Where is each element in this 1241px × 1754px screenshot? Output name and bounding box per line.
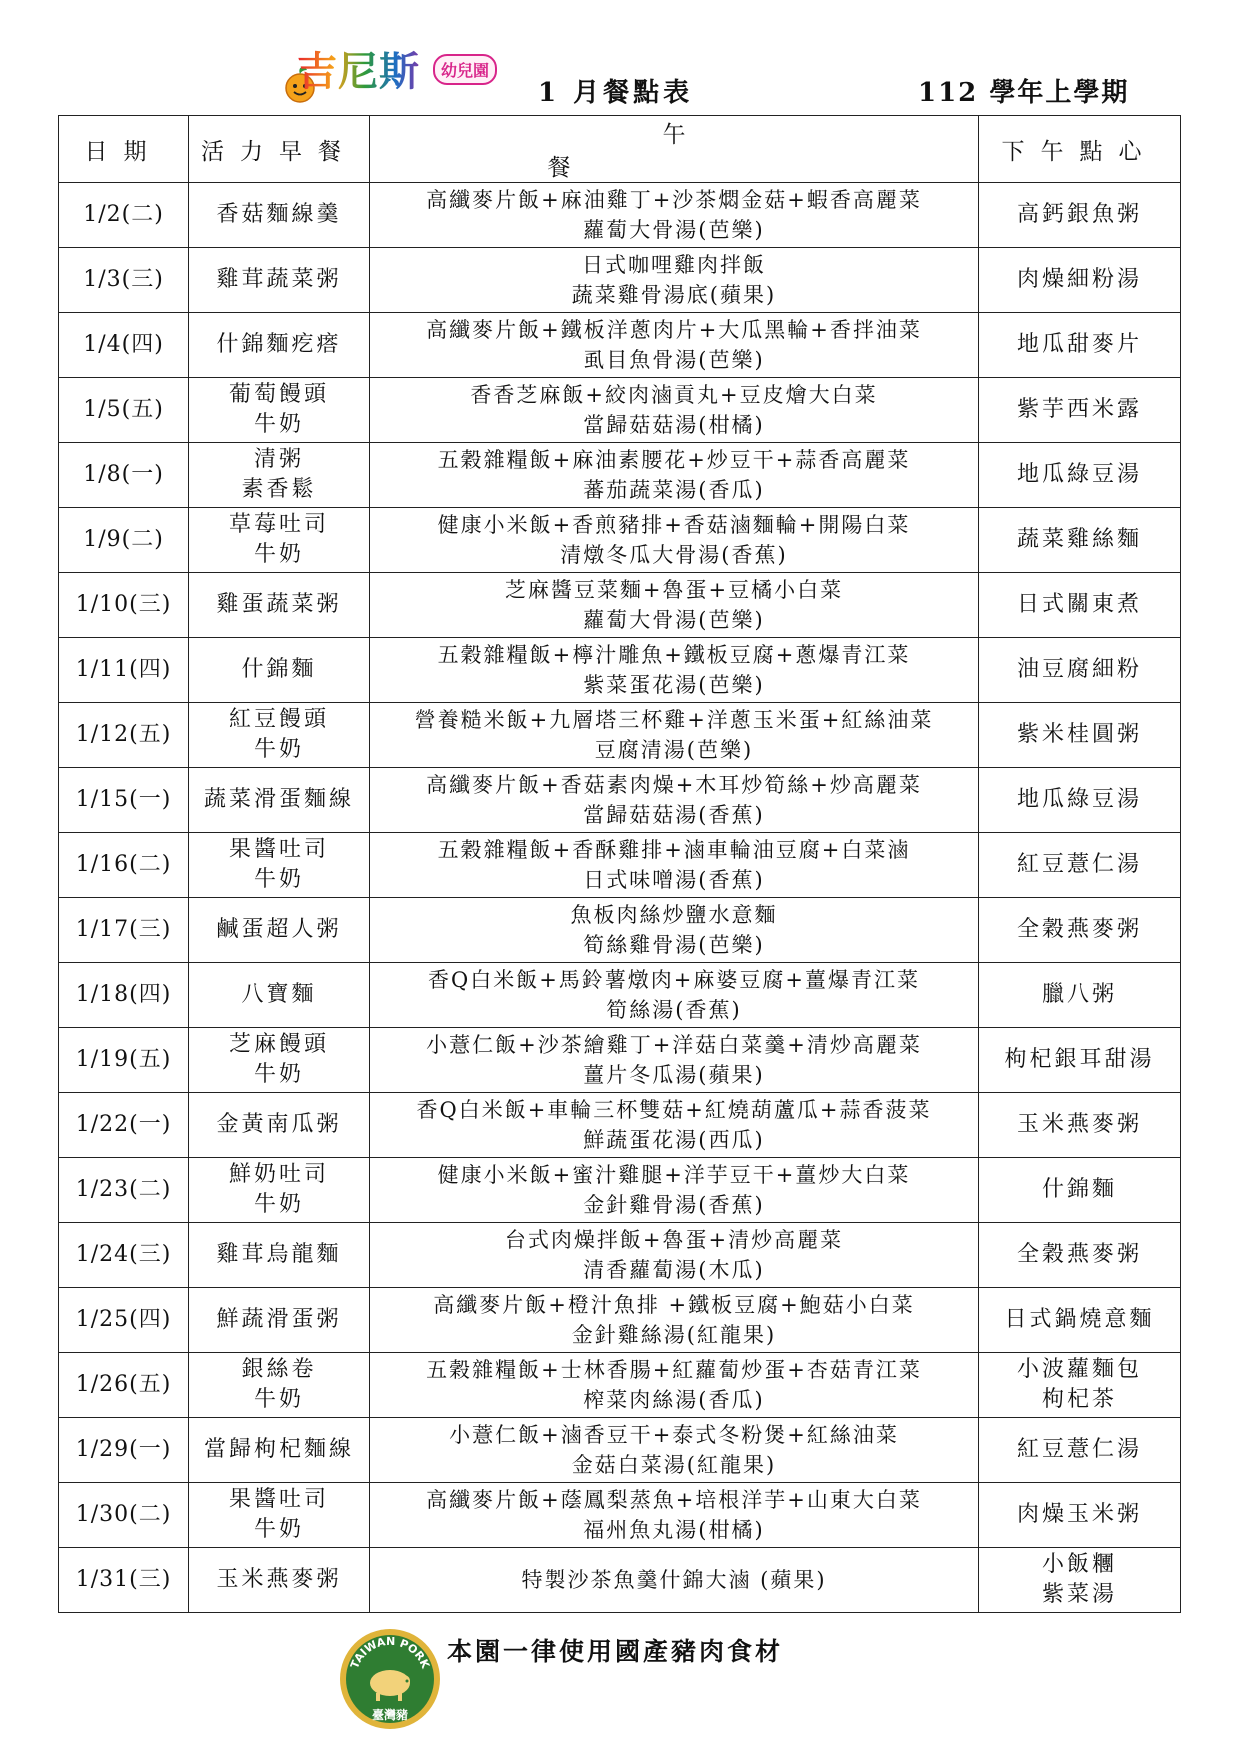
cell-lunch xyxy=(370,898,979,963)
cell-snack xyxy=(979,638,1181,703)
cell-breakfast xyxy=(189,1028,370,1093)
cell-lunch-line: 蘿蔔大骨湯(芭樂) xyxy=(583,608,765,632)
cell-snack xyxy=(979,248,1181,313)
cell-lunch-line: 小薏仁飯+滷香豆干+泰式冬粉煲+紅絲油菜 xyxy=(449,1423,899,1447)
cell-lunch-line: 金針雞骨湯(香蕉) xyxy=(583,1193,765,1217)
cell-breakfast xyxy=(189,443,370,508)
cell-breakfast xyxy=(189,768,370,833)
cell-date: 1/23(二) xyxy=(59,1158,189,1223)
cell-breakfast-line: 雞茸蔬菜粥 xyxy=(216,267,342,292)
cell-breakfast xyxy=(189,508,370,573)
cell-breakfast xyxy=(189,1483,370,1548)
cell-breakfast-line: 芝麻饅頭 xyxy=(228,1032,329,1057)
cell-lunch xyxy=(370,248,979,313)
cell-date: 1/15(一) xyxy=(59,768,189,833)
cell-snack-line: 枸杞茶 xyxy=(1041,1387,1117,1412)
cell-lunch xyxy=(370,1223,979,1288)
cell-lunch-line: 香Q白米飯+車輪三杯雙菇+紅燒葫蘆瓜+蒜香菠菜 xyxy=(416,1098,932,1122)
cell-date: 1/11(四) xyxy=(59,638,189,703)
cell-lunch xyxy=(370,313,979,378)
cell-snack-line: 紫米桂圓粥 xyxy=(1016,722,1142,747)
cell-snack xyxy=(979,1223,1181,1288)
column-header-snack: 下午點心 xyxy=(979,116,1181,183)
cell-lunch-line: 小薏仁飯+沙茶繪雞丁+洋菇白菜羹+清炒高麗菜 xyxy=(426,1033,922,1057)
cell-lunch xyxy=(370,768,979,833)
cell-lunch-line: 金針雞絲湯(紅龍果) xyxy=(571,1323,777,1347)
school-logo xyxy=(283,40,513,112)
table-row xyxy=(59,703,1181,768)
cell-breakfast xyxy=(189,898,370,963)
cell-date: 1/19(五) xyxy=(59,1028,189,1093)
cell-snack xyxy=(979,898,1181,963)
cell-breakfast xyxy=(189,1093,370,1158)
cell-breakfast-line: 蔬菜滑蛋麵線 xyxy=(203,787,354,812)
cell-snack-line: 蔬菜雞絲麵 xyxy=(1016,527,1142,552)
cell-snack-line: 日式鍋燒意麵 xyxy=(1004,1307,1155,1332)
table-row xyxy=(59,833,1181,898)
cell-breakfast xyxy=(189,313,370,378)
cell-lunch xyxy=(370,833,979,898)
table-row xyxy=(59,248,1181,313)
cell-snack-line: 枸杞銀耳甜湯 xyxy=(1004,1047,1155,1072)
cell-lunch-line: 魚板肉絲炒鹽水意麵 xyxy=(570,903,778,927)
cell-breakfast-line: 金黃南瓜粥 xyxy=(216,1112,342,1137)
cell-lunch xyxy=(370,638,979,703)
table-header-row xyxy=(59,116,1181,183)
cell-lunch-line: 蔬菜雞骨湯底(蘋果) xyxy=(571,283,777,307)
cell-lunch-line: 健康小米飯+蜜汁雞腿+洋芋豆干+薑炒大白菜 xyxy=(437,1163,911,1187)
cell-lunch xyxy=(370,1353,979,1418)
cell-lunch xyxy=(370,1483,979,1548)
page-title: 1 月餐點表 xyxy=(538,78,694,108)
cell-date: 1/5(五) xyxy=(59,378,189,443)
logo-school-name: 吉尼斯 xyxy=(297,40,420,97)
cell-lunch-line: 特製沙茶魚羹什錦大滷 (蘋果) xyxy=(521,1568,827,1592)
cell-lunch-line: 台式肉燥拌飯+魯蛋+清炒高麗菜 xyxy=(504,1228,844,1252)
cell-lunch xyxy=(370,1093,979,1158)
table-row xyxy=(59,1158,1181,1223)
cell-breakfast xyxy=(189,378,370,443)
cell-lunch-line: 清香蘿蔔湯(木瓜) xyxy=(583,1258,765,1282)
cell-snack-line: 地瓜綠豆湯 xyxy=(1016,787,1142,812)
cell-breakfast xyxy=(189,1158,370,1223)
cell-breakfast-line: 銀絲卷 xyxy=(241,1357,317,1382)
table-row xyxy=(59,1418,1181,1483)
cell-lunch xyxy=(370,1158,979,1223)
cell-lunch xyxy=(370,1418,979,1483)
cell-snack-line: 小飯糰 xyxy=(1041,1552,1117,1577)
cell-lunch xyxy=(370,1028,979,1093)
cell-lunch-line: 芝麻醬豆菜麵+魯蛋+豆橘小白菜 xyxy=(504,578,844,602)
cell-date: 1/8(一) xyxy=(59,443,189,508)
cell-snack-line: 地瓜綠豆湯 xyxy=(1016,462,1142,487)
cell-date: 1/18(四) xyxy=(59,963,189,1028)
cell-breakfast-line: 牛奶 xyxy=(253,737,304,762)
cell-breakfast-line: 香菇麵線羹 xyxy=(216,202,342,227)
cell-snack-line: 油豆腐細粉 xyxy=(1016,657,1142,682)
cell-lunch-line: 高纖麥片飯+香菇素肉燥+木耳炒筍絲+炒高麗菜 xyxy=(426,773,922,797)
cell-snack-line: 肉燥細粉湯 xyxy=(1016,267,1142,292)
cell-lunch-line: 五穀雜糧飯+士林香腸+紅蘿蔔炒蛋+杏菇青江菜 xyxy=(426,1358,922,1382)
cell-lunch-line: 蕃茄蔬菜湯(香瓜) xyxy=(583,478,765,502)
cell-breakfast xyxy=(189,1223,370,1288)
table-row xyxy=(59,508,1181,573)
cell-snack-line: 什錦麵 xyxy=(1041,1177,1117,1202)
cell-breakfast-line: 牛奶 xyxy=(253,1517,304,1542)
cell-date: 1/3(三) xyxy=(59,248,189,313)
cell-lunch-line: 高纖麥片飯+蔭鳳梨蒸魚+培根洋芋+山東大白菜 xyxy=(426,1488,922,1512)
cell-lunch xyxy=(370,508,979,573)
cell-lunch-line: 高纖麥片飯+麻油雞丁+沙茶燜金菇+蝦香高麗菜 xyxy=(426,188,922,212)
table-row xyxy=(59,313,1181,378)
cell-breakfast xyxy=(189,248,370,313)
cell-lunch xyxy=(370,378,979,443)
cell-snack-line: 臘八粥 xyxy=(1041,982,1117,1007)
table-row xyxy=(59,1028,1181,1093)
cell-snack xyxy=(979,1548,1181,1613)
cell-snack xyxy=(979,963,1181,1028)
cell-lunch-line: 金菇白菜湯(紅龍果) xyxy=(571,1453,777,1477)
cell-breakfast-line: 牛奶 xyxy=(253,542,304,567)
table-row xyxy=(59,898,1181,963)
cell-lunch-line: 薑片冬瓜湯(蘋果) xyxy=(583,1063,765,1087)
cell-lunch xyxy=(370,703,979,768)
cell-lunch-line: 紫菜蛋花湯(芭樂) xyxy=(583,673,765,697)
cell-lunch-line: 香Q白米飯+馬鈴薯燉肉+麻婆豆腐+薑爆青江菜 xyxy=(427,968,920,992)
cell-lunch-line: 榨菜肉絲湯(香瓜) xyxy=(583,1388,765,1412)
cell-snack-line: 玉米燕麥粥 xyxy=(1016,1112,1142,1137)
cell-breakfast-line: 牛奶 xyxy=(253,867,304,892)
cell-snack-line: 紫菜湯 xyxy=(1041,1582,1117,1607)
table-row xyxy=(59,573,1181,638)
cell-breakfast xyxy=(189,638,370,703)
cell-snack xyxy=(979,833,1181,898)
table-body xyxy=(59,183,1181,1613)
cell-date: 1/10(三) xyxy=(59,573,189,638)
column-header-breakfast: 活力早餐 xyxy=(189,116,370,183)
cell-snack xyxy=(979,508,1181,573)
cell-snack-line: 全穀燕麥粥 xyxy=(1016,1242,1142,1267)
cell-lunch-line: 五穀雜糧飯+檸汁雕魚+鐵板豆腐+蔥爆青江菜 xyxy=(437,643,911,667)
cell-breakfast xyxy=(189,833,370,898)
cell-date: 1/24(三) xyxy=(59,1223,189,1288)
cell-date: 1/22(一) xyxy=(59,1093,189,1158)
cell-date: 1/17(三) xyxy=(59,898,189,963)
cell-snack xyxy=(979,313,1181,378)
cell-breakfast-line: 清粥 xyxy=(253,447,304,472)
cell-breakfast-line: 果醬吐司 xyxy=(228,1487,329,1512)
cell-snack xyxy=(979,768,1181,833)
cell-breakfast xyxy=(189,183,370,248)
cell-date: 1/26(五) xyxy=(59,1353,189,1418)
cell-snack-line: 高鈣銀魚粥 xyxy=(1016,202,1142,227)
cell-date: 1/12(五) xyxy=(59,703,189,768)
cell-snack-line: 小波蘿麵包 xyxy=(1016,1357,1142,1382)
cell-lunch-line: 當歸菇菇湯(香蕉) xyxy=(583,803,765,827)
cell-breakfast-line: 葡萄饅頭 xyxy=(228,382,329,407)
cell-snack xyxy=(979,183,1181,248)
column-header-lunch: 午餐 xyxy=(370,116,979,183)
table-row xyxy=(59,1483,1181,1548)
cell-breakfast-line: 草莓吐司 xyxy=(228,512,329,537)
cell-lunch-line: 鮮蔬蛋花湯(西瓜) xyxy=(583,1128,765,1152)
cell-breakfast-line: 素香鬆 xyxy=(241,477,317,502)
cell-date: 1/2(二) xyxy=(59,183,189,248)
table-row xyxy=(59,183,1181,248)
table-row xyxy=(59,1093,1181,1158)
cell-date: 1/31(三) xyxy=(59,1548,189,1613)
cell-snack xyxy=(979,443,1181,508)
cell-date: 1/30(二) xyxy=(59,1483,189,1548)
cell-breakfast-line: 鹹蛋超人粥 xyxy=(216,917,342,942)
table-row xyxy=(59,1288,1181,1353)
cell-lunch xyxy=(370,443,979,508)
cell-lunch-line: 筍絲湯(香蕉) xyxy=(606,998,742,1022)
cell-snack-line: 肉燥玉米粥 xyxy=(1016,1502,1142,1527)
table-row xyxy=(59,1223,1181,1288)
cell-breakfast-line: 牛奶 xyxy=(253,1062,304,1087)
cell-lunch-line: 五穀雜糧飯+麻油素腰花+炒豆干+蒜香高麗菜 xyxy=(437,448,911,472)
cell-date: 1/9(二) xyxy=(59,508,189,573)
cell-lunch xyxy=(370,1548,979,1613)
cell-lunch-line: 蘿蔔大骨湯(芭樂) xyxy=(583,218,765,242)
cell-breakfast xyxy=(189,703,370,768)
cell-breakfast xyxy=(189,573,370,638)
cell-lunch-line: 香香芝麻飯+絞肉滷貢丸+豆皮燴大白菜 xyxy=(470,383,878,407)
semester-label: 112 學年上學期 xyxy=(918,78,1130,108)
cell-breakfast-line: 鮮奶吐司 xyxy=(228,1162,329,1187)
cell-breakfast-line: 雞蛋蔬菜粥 xyxy=(216,592,342,617)
cell-snack xyxy=(979,1158,1181,1223)
cell-snack xyxy=(979,1093,1181,1158)
cell-lunch-line: 日式味噌湯(香蕉) xyxy=(583,868,765,892)
cell-breakfast-line: 鮮蔬滑蛋粥 xyxy=(216,1307,342,1332)
logo-school-sub: 幼兒園 xyxy=(433,54,497,85)
cell-snack-line: 紫芋西米露 xyxy=(1016,397,1142,422)
cell-breakfast xyxy=(189,963,370,1028)
footer-note: 本園一律使用國產豬肉食材 xyxy=(447,1637,784,1666)
cell-breakfast xyxy=(189,1288,370,1353)
cell-lunch-line: 高纖麥片飯+鐵板洋蔥肉片+大瓜黑輪+香拌油菜 xyxy=(426,318,922,342)
cell-lunch-line: 營養糙米飯+九層塔三杯雞+洋蔥玉米蛋+紅絲油菜 xyxy=(414,708,934,732)
page-header xyxy=(0,0,1241,115)
cell-breakfast xyxy=(189,1548,370,1613)
taiwan-pork-badge-icon xyxy=(338,1627,442,1731)
cell-lunch xyxy=(370,963,979,1028)
cell-date: 1/29(一) xyxy=(59,1418,189,1483)
cell-lunch-line: 虱目魚骨湯(芭樂) xyxy=(583,348,765,372)
table-row xyxy=(59,1353,1181,1418)
cell-snack xyxy=(979,703,1181,768)
cell-lunch-line: 健康小米飯+香煎豬排+香菇滷麵輪+開陽白菜 xyxy=(437,513,911,537)
cell-breakfast-line: 雞茸烏龍麵 xyxy=(216,1242,342,1267)
cell-snack xyxy=(979,1418,1181,1483)
badge-top-text: TAIWAN PORK xyxy=(348,1634,432,1671)
cell-date: 1/4(四) xyxy=(59,313,189,378)
cell-lunch-line: 當歸菇菇湯(柑橘) xyxy=(583,413,765,437)
table-row xyxy=(59,638,1181,703)
badge-bottom-text: 臺灣豬 xyxy=(371,1708,409,1722)
cell-date: 1/16(二) xyxy=(59,833,189,898)
cell-snack xyxy=(979,573,1181,638)
meal-table xyxy=(58,115,1181,1613)
cell-snack xyxy=(979,1353,1181,1418)
cell-snack xyxy=(979,1288,1181,1353)
cell-breakfast-line: 紅豆饅頭 xyxy=(228,707,329,732)
cell-breakfast xyxy=(189,1353,370,1418)
cell-breakfast xyxy=(189,1418,370,1483)
table-row xyxy=(59,443,1181,508)
cell-lunch-line: 五穀雜糧飯+香酥雞排+滷車輪油豆腐+白菜滷 xyxy=(437,838,911,862)
table-row xyxy=(59,1548,1181,1613)
cell-lunch-line: 豆腐清湯(芭樂) xyxy=(594,738,754,762)
column-header-date: 日期 xyxy=(59,116,189,183)
cell-breakfast-line: 牛奶 xyxy=(253,1192,304,1217)
cell-breakfast-line: 牛奶 xyxy=(253,412,304,437)
cell-breakfast-line: 玉米燕麥粥 xyxy=(216,1567,342,1592)
cell-breakfast-line: 牛奶 xyxy=(253,1387,304,1412)
cell-snack-line: 紅豆薏仁湯 xyxy=(1016,1437,1142,1462)
cell-lunch xyxy=(370,183,979,248)
cell-snack xyxy=(979,1483,1181,1548)
cell-lunch-line: 清燉冬瓜大骨湯(香蕉) xyxy=(560,543,788,567)
table-row xyxy=(59,963,1181,1028)
cell-snack xyxy=(979,1028,1181,1093)
cell-breakfast-line: 什錦麵疙瘩 xyxy=(216,332,342,357)
cell-date: 1/25(四) xyxy=(59,1288,189,1353)
cell-lunch-line: 筍絲雞骨湯(芭樂) xyxy=(583,933,765,957)
cell-snack xyxy=(979,378,1181,443)
cell-snack-line: 日式關東煮 xyxy=(1016,592,1142,617)
cell-lunch xyxy=(370,573,979,638)
cell-snack-line: 地瓜甜麥片 xyxy=(1016,332,1142,357)
table-row xyxy=(59,768,1181,833)
cell-lunch-line: 高纖麥片飯+橙汁魚排 +鐵板豆腐+鮑菇小白菜 xyxy=(433,1293,915,1317)
cell-snack-line: 全穀燕麥粥 xyxy=(1016,917,1142,942)
cell-snack-line: 紅豆薏仁湯 xyxy=(1016,852,1142,877)
table-row xyxy=(59,378,1181,443)
cell-lunch-line: 日式咖哩雞肉拌飯 xyxy=(582,253,766,277)
cell-breakfast-line: 什錦麵 xyxy=(241,657,317,682)
cell-breakfast-line: 當歸枸杞麵線 xyxy=(203,1437,354,1462)
cell-breakfast-line: 果醬吐司 xyxy=(228,837,329,862)
cell-lunch xyxy=(370,1288,979,1353)
cell-lunch-line: 福州魚丸湯(柑橘) xyxy=(583,1518,765,1542)
cell-breakfast-line: 八寶麵 xyxy=(241,982,317,1007)
